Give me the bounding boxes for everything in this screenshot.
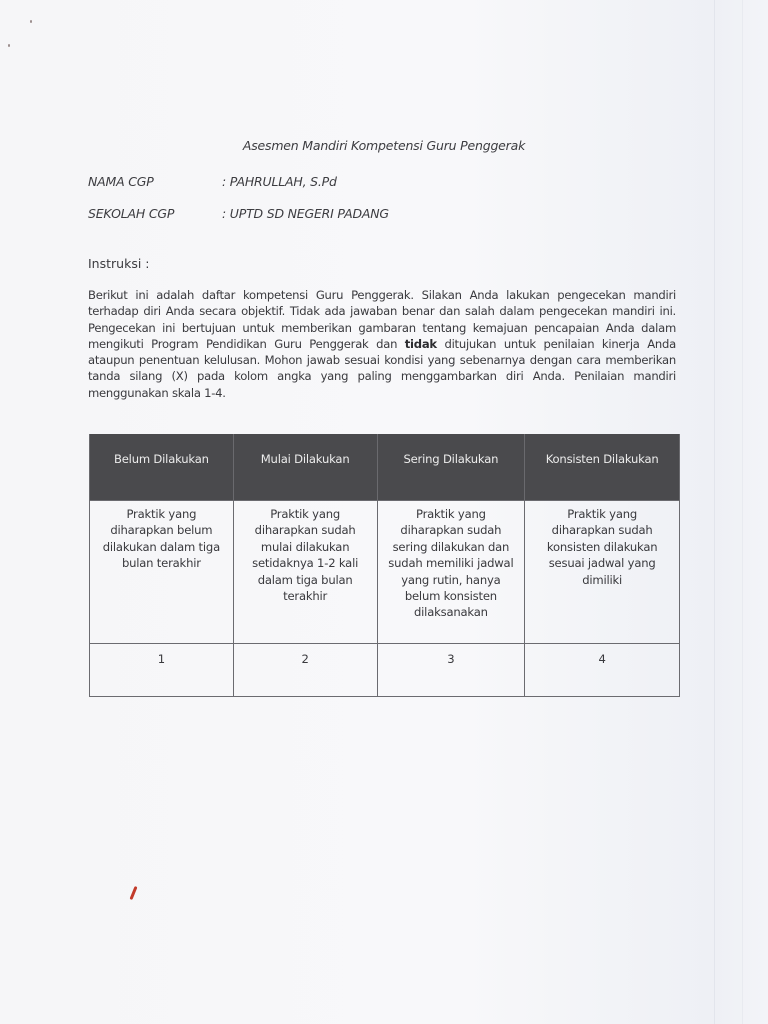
scale-header-cell: Sering Dilakukan [377,434,525,501]
scale-score-cell: 4 [525,644,680,697]
scale-header-cell: Mulai Dilakukan [233,434,377,501]
speck-mark [30,20,32,23]
instructions-heading: Instruksi : [88,256,150,271]
scale-header-cell: Konsisten Dilakukan [525,434,680,501]
instructions-bold-word: tidak [404,336,437,351]
instructions-text: Berikut ini adalah daftar kompetensi Guru Penggerak. Silakan Anda lakukan pengecekan mandiri terhadap diri Anda secara objektif. Tidak ada jawaban benar dan salah dalam pengecekan mandiri ini. Pengecekan ini bertujuan untuk memberikan gambaran tentang kemajuan pencapaian Anda dalam mengikuti Program Pendidikan Guru Penggerak dan [88,288,676,351]
scan-artifact-line [742,0,743,1024]
scale-description-cell: Praktik yang diharapkan sudah konsisten dilakukan sesuai jadwal yang dimiliki [525,501,680,644]
scale-description-row [90,501,680,644]
field-label: NAMA CGP [88,174,154,189]
instructions-text: ditujukan untuk penilaian kinerja Anda ataupun penentuan kelulusan. Mohon jawab sesuai kondisi yang sebenarnya dengan cara memberikan tanda silang (X) pada kolom angka yang paling menggambarkan diri Anda. Penilaian mandiri menggunakan skala 1-4. [88,336,676,400]
scale-score-cell: 2 [233,644,377,697]
speck-mark [8,44,10,47]
scan-artifact-line [714,0,715,1024]
document-title: Asesmen Mandiri Kompetensi Guru Penggerak [242,138,526,153]
scale-score-cell: 1 [90,644,234,697]
instructions-paragraph [88,287,676,401]
scale-description-cell: Praktik yang diharapkan sudah mulai dilakukan setidaknya 1-2 kali dalam tiga bulan terakhir [233,501,377,644]
scale-description-cell: Praktik yang diharapkan belum dilakukan dalam tiga bulan terakhir [90,501,234,644]
scale-description-cell: Praktik yang diharapkan sudah sering dilakukan dan sudah memiliki jadwal yang rutin, hanya belum konsisten dilaksanakan [377,501,525,644]
scale-header-row [90,434,680,501]
field-value: : UPTD SD NEGERI PADANG [222,206,389,221]
field-value: : PAHRULLAH, S.Pd [222,174,337,189]
scale-score-row [90,644,680,697]
scale-table [89,434,680,697]
scale-score-cell: 3 [377,644,525,697]
red-pen-mark [129,886,137,900]
field-label: SEKOLAH CGP [88,206,175,221]
scale-header-cell: Belum Dilakukan [90,434,234,501]
